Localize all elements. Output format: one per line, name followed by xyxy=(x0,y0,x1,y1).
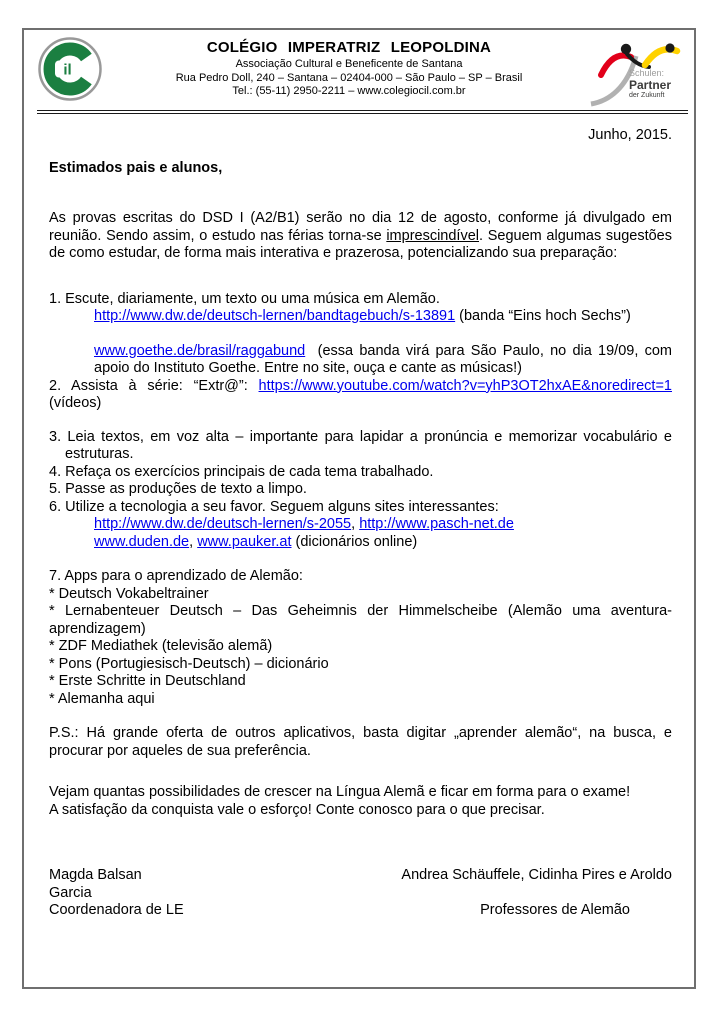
list-item-6-link-line-2 xyxy=(94,534,672,552)
closing-paragraph xyxy=(49,784,672,819)
list-item-6: 6. Utilize a tecnologia a seu favor. Seguem alguns sites interessantes: xyxy=(49,498,499,515)
letterhead-text xyxy=(114,39,584,99)
app-item: * Lernabenteuer Deutsch – Das Geheimnis der Himmelscheibe (Alemão uma aventura-aprendizagem) xyxy=(49,603,672,637)
list-item-4: 4. Refaça os exercícios principais de cada tema trabalhado. xyxy=(49,463,434,480)
school-logo-text: il xyxy=(63,61,72,79)
letter-date: Junho, 2015. xyxy=(588,127,672,143)
pasch-line3: der Zukunft xyxy=(629,92,665,99)
list-item-3: 3. Leia textos, em voz alta – importante para lapidar a pronúncia e memorizar vocabulário e estruturas. xyxy=(49,428,672,462)
signer-left-name-2: Garcia xyxy=(49,884,92,901)
pasch-logo-icon xyxy=(585,42,689,108)
signer-left-role: Coordenadora de LE xyxy=(49,902,184,918)
intro-text-2: . Seguem algumas sugestões de como estudar, de forma mais interativa e prazerosa, potencializando sua preparação: xyxy=(49,227,672,261)
salutation: Estimados pais e alunos, xyxy=(49,159,223,176)
app-item: * ZDF Mediathek (televisão alemã) xyxy=(49,638,273,654)
signature-row-1 xyxy=(49,867,672,885)
app-item: * Alemanha aqui xyxy=(49,690,155,707)
list-item-2 xyxy=(49,378,672,396)
closing-line-1: Vejam quantas possibilidades de crescer na Língua Alemã e ficar em forma para o exame! xyxy=(49,784,631,800)
signers-right-role: Professores de Alemão xyxy=(480,902,630,918)
header-divider xyxy=(37,110,688,114)
school-logo-icon xyxy=(38,37,102,101)
signers-right-names: Andrea Schäuffele, Cidinha Pires e Aroldo xyxy=(401,867,672,883)
link-pasch-net[interactable]: http://www.pasch-net.de xyxy=(359,516,514,532)
school-contact: Tel.: (55-11) 2950-2211 – www.colegiocil.com.br xyxy=(232,85,466,97)
pasch-line1: Schulen: xyxy=(629,68,665,78)
signer-left-name: Magda Balsan xyxy=(49,867,142,883)
link-dw-bandtagebuch[interactable]: http://www.dw.de/deutsch-lernen/bandtagebuch/s-13891 xyxy=(94,308,456,324)
list-item-2-text: 2. Assista à série: “Extr@”: xyxy=(49,377,259,394)
link-dictionaries-note: (dicionários online) xyxy=(291,533,418,550)
closing-line-2: A satisfação da conquista vale o esforço! Conte conosco para o que precisar. xyxy=(49,801,545,818)
list-item-1-link-line-2 xyxy=(94,343,672,378)
ps-paragraph: P.S.: Há grande oferta de outros aplicativos, basta digitar „aprender alemão“, na busca, e procurar por aqueles de sua preferência. xyxy=(49,725,672,759)
app-item: * Deutsch Vokabeltrainer xyxy=(49,585,209,602)
link-dw-s2055[interactable]: http://www.dw.de/deutsch-lernen/s-2055 xyxy=(94,516,352,532)
link-goethe-raggabund-note: (essa banda virá para São Paulo, no dia 19/09, com apoio do Instituto Goethe. Entre no site, ouça e cante as músicas!) xyxy=(94,342,672,376)
list-item-5: 5. Passe as produções de texto a limpo. xyxy=(49,481,307,497)
apps-section xyxy=(49,568,672,708)
letterhead xyxy=(24,30,694,110)
list-item-1-link-line-1 xyxy=(94,308,672,326)
list-item-1: 1. Escute, diariamente, um texto ou uma música em Alemão. xyxy=(49,290,440,307)
link-duden[interactable]: www.duden.de xyxy=(94,533,190,550)
intro-underlined-word: imprescindível xyxy=(386,227,479,244)
link-youtube-extra[interactable]: https://www.youtube.com/watch?v=yhP3OT2hxAE&noredirect=1 xyxy=(258,377,672,394)
letter-body xyxy=(24,127,694,920)
school-address: Rua Pedro Doll, 240 – Santana – 02404-000 – São Paulo – SP – Brasil xyxy=(175,71,523,84)
signature-block xyxy=(49,867,672,920)
list-item-2-continuation: (vídeos) xyxy=(49,395,102,411)
app-item: * Erste Schritte in Deutschland xyxy=(49,673,246,689)
list-item-6-link-line-1 xyxy=(94,516,672,534)
intro-paragraph xyxy=(49,210,672,263)
link-pauker[interactable]: www.pauker.at xyxy=(197,533,292,550)
pasch-logo-text xyxy=(629,69,671,99)
pasch-line2: Partner xyxy=(629,78,672,92)
letter-frame xyxy=(22,28,696,989)
school-name: COLÉGIO IMPERATRIZ LEOPOLDINA xyxy=(206,39,492,56)
signature-row-3 xyxy=(49,902,672,920)
link-separator-1: , xyxy=(351,516,360,532)
app-item: * Pons (Portugiesisch-Deutsch) – dicionário xyxy=(49,655,329,672)
link-separator-2: , xyxy=(189,533,198,550)
signature-row-2 xyxy=(49,885,672,903)
school-association: Associação Cultural e Beneficente de Santana xyxy=(235,58,463,70)
list-item-7: 7. Apps para o aprendizado de Alemão: xyxy=(49,568,303,584)
link-goethe-raggabund[interactable]: www.goethe.de/brasil/raggabund xyxy=(94,342,306,359)
intro-text-1: As provas escritas do DSD I (A2/B1) serão no dia 12 de agosto, conforme já divulgado em reunião. Sendo assim, o estudo nas férias torna-se xyxy=(49,210,672,244)
link-dw-bandtagebuch-note: (banda “Eins hoch Sechs”) xyxy=(455,308,631,324)
